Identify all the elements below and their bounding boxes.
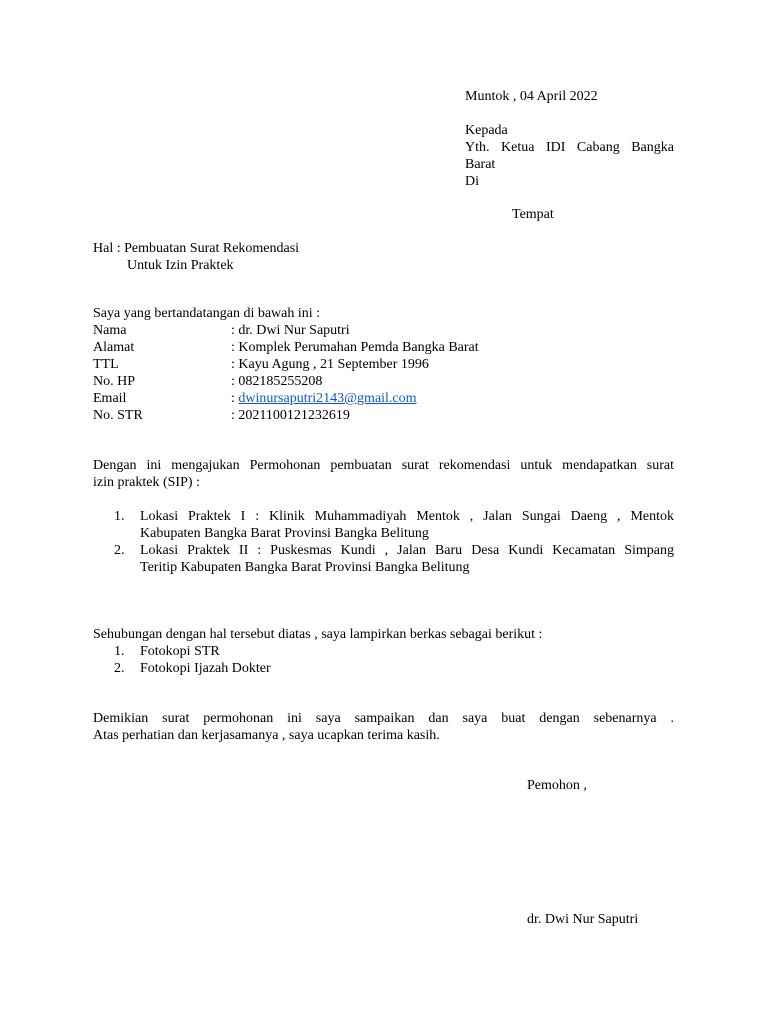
list-item [93, 660, 674, 677]
subject-line-1: Hal : Pembuatan Surat Rekomendasi [93, 241, 300, 256]
identity-label: Nama [93, 323, 127, 338]
identity-label: Alamat [93, 340, 135, 355]
attachment-text: Fotokopi Ijazah Dokter [140, 661, 271, 676]
location-2-line-1: Lokasi Praktek II : Puskesmas Kundi , Jalan Baru Desa Kundi Kecamatan Simpang [140, 543, 674, 558]
list-number: 2. [114, 543, 125, 558]
identity-value: : Komplek Perumahan Pemda Bangka Barat [231, 340, 479, 355]
pemohon-label: Pemohon , [527, 778, 587, 793]
identity-value: : dr. Dwi Nur Saputri [231, 323, 350, 338]
attachment-text: Fotokopi STR [140, 644, 220, 659]
closing-line-2: Atas perhatian dan kerjasamanya , saya ucapkan terima kasih. [93, 728, 440, 743]
list-number: 2. [114, 661, 125, 676]
recipient-line-1: Yth. Ketua IDI Cabang Bangka [465, 140, 674, 155]
attachments-intro: Sehubungan dengan hal tersebut diatas , saya lampirkan berkas sebagai berikut : [93, 627, 543, 642]
location-1-line-2: Kabupaten Bangka Barat Provinsi Bangka Belitung [140, 526, 429, 541]
location-1-line-1: Lokasi Praktek I : Klinik Muhammadiyah Mentok , Jalan Sungai Daeng , Mentok [140, 509, 674, 524]
tempat-label: Tempat [512, 207, 554, 222]
closing-line-1: Demikian surat permohonan ini saya sampaikan dan saya buat dengan sebenarnya . [93, 711, 674, 726]
locations-list [93, 508, 674, 576]
email-prefix: : [231, 391, 239, 406]
subject-line-2: Untuk Izin Praktek [127, 258, 234, 273]
kepada-label: Kepada [465, 123, 508, 138]
identity-value: : Kayu Agung , 21 September 1996 [231, 357, 429, 372]
identity-value: : 082185255208 [231, 374, 323, 389]
request-line-1: Dengan ini mengajukan Permohonan pembuatan surat rekomendasi untuk mendapatkan surat [93, 458, 674, 473]
list-number: 1. [114, 509, 125, 524]
list-item [93, 508, 674, 542]
identity-value: : 2021100121232619 [231, 408, 350, 423]
attachments-list [93, 643, 674, 677]
identity-label: TTL [93, 357, 119, 372]
list-item [93, 542, 674, 576]
location-2-line-2: Teritip Kabupaten Bangka Barat Provinsi Bangka Belitung [140, 560, 470, 575]
list-number: 1. [114, 644, 125, 659]
email-link[interactable]: dwinursaputri2143@gmail.com [238, 391, 417, 406]
intro-text: Saya yang bertandatangan di bawah ini : [93, 306, 321, 321]
signer-name: dr. Dwi Nur Saputri [527, 912, 639, 927]
recipient-line-2: Barat [465, 157, 496, 172]
identity-value [231, 390, 417, 407]
list-item [93, 643, 674, 660]
place-date: Muntok , 04 April 2022 [465, 89, 598, 104]
di-label: Di [465, 174, 479, 189]
identity-label: No. STR [93, 408, 143, 423]
request-line-2: izin praktek (SIP) : [93, 475, 200, 490]
identity-label: No. HP [93, 374, 136, 389]
identity-label: Email [93, 391, 127, 406]
